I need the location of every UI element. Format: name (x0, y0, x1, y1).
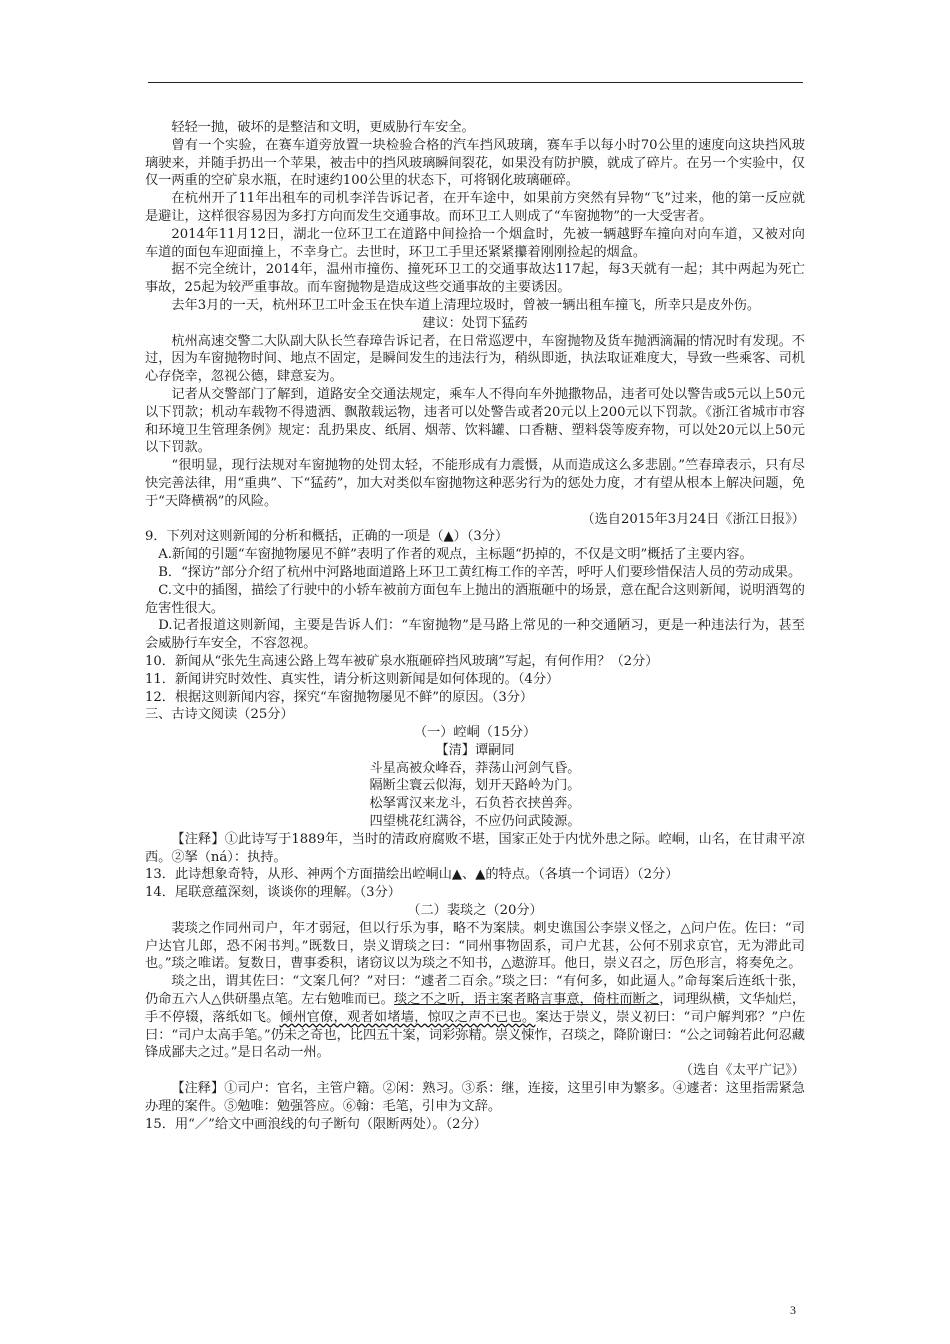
news-paragraph: 去年3月的一天，杭州环卫工叶金玉在快车道上清理垃圾时，曾被一辆出租车撞飞，所幸只是皮外伤。 (171, 297, 761, 313)
prose-text: 案达于崇义，崇义初曰：“司户解判邪？”户佐曰：“司户太高手笔。”仍未之奇也，比四五十案，词彩弥精。崇义悚怍，召琰之，降阶谢曰：“公之词翰若此何忍藏锋成鄙夫之过。”是日名动一州。 (145, 1009, 806, 1061)
question-11: 11．新闻讲究时效性、真实性，请分析这则新闻是如何体现的。（4分） (145, 671, 560, 687)
poem-line: 斗星高被众峰吞，莽荡山河剑气昏。 (369, 760, 581, 776)
option-b: B．“探访”部分介绍了杭州中河路地面道路上环卫工黄红梅工作的辛苦，呼吁人们要珍惜保洁人员的劳动成果。 (158, 564, 802, 580)
part-three-heading: 三、古诗文阅读（25分） (145, 707, 294, 723)
news-paragraph: 在杭州开了11年出租车的司机李洋告诉记者，在开车途中，如果前方突然有异物“飞”过来，他的第一反应就是避让，这样很容易因为多打方向而发生交通事故。而环卫工人则成了“车窗抛物”的一大受害者。 (145, 191, 805, 224)
news-paragraph: 曾有一个实验，在赛车道旁放置一块检验合格的汽车挡风玻璃，赛车手以每小时70公里的速度向这块挡风玻璃驶来，并随手扔出一个苹果，被击中的挡风玻璃瞬间裂花，如果没有防护膜，就成了碎片。在另一个实验中，仅仅一两重的空矿泉水瓶，在时速约100公里的状态下，可将钢化玻璃砸碎。 (145, 137, 805, 189)
section-heading: 建议：处罚下猛药 (422, 315, 528, 331)
question-10: 10．新闻从“张先生高速公路上驾车被矿泉水瓶砸碎挡风玻璃”写起，有何作用？（2分） (145, 653, 659, 669)
poem-line: 四望桃花红满谷，不应仍问武陵源。 (369, 814, 581, 830)
question-15: 15．用“／”给文中画浪线的句子断句（限断两处）。（2分） (145, 1116, 487, 1132)
prose-source: （选自《太平广记》） (679, 1063, 805, 1079)
underlined-sentence: 琰之不之听，语主案者略言事意，倚柱而断之 (393, 992, 660, 1008)
news-source: （选自2015年3月24日《浙江日报》） (581, 511, 805, 527)
page-content (145, 119, 805, 1133)
news-paragraph: “很明显，现行法规对车窗抛物的处罚太轻，不能形成有力震慑，从而造成这么多悲剧。”竺春璋表示，只有尽快完善法律，用“重典”、下“猛药”，加大对类似车窗抛物这种恶劣行为的惩处力度，才有望从根本上解决问题，免于“天降横祸”的风险。 (145, 458, 805, 509)
prose-text: 琰之出，谓其佐曰：“文案几何？”对曰：“遽者二百余。”琰之曰：“有何多，如此逼人。”命每案后连纸十张，仍命五六人△供研墨点笔。左右勉唯而已。 (145, 974, 805, 1008)
prose-title: （二）裴琰之（20分） (407, 903, 543, 919)
option-d: D.记者报道这则新闻，主要是告诉人们：“车窗抛物”是马路上常见的一种交通陋习，更是一种违法行为，甚至会威胁行车安全，不容忽视。 (145, 618, 805, 652)
news-paragraph: 记者从交警部门了解到，道路安全交通法规定，乘车人不得向车外抛撒物品，违者可处以警告或5元以上50元以下罚款；机动车载物不得遗洒、飘散载运物，违者可以处警告或者20元以上200元以下罚款。《浙江省城市市容和环境卫生管理条例》规定：乱扔果皮、纸屑、烟蒂、饮料罐、口香糖、塑料袋等废弃物，可以处20元以上50元以下罚款。 (145, 386, 805, 456)
header-rule (148, 82, 803, 83)
news-paragraph: 杭州高速交警二大队副大队长竺春璋告诉记者，在日常巡逻中，车窗抛物及货车抛洒滴漏的情况时有发现。不过，因为车窗抛物时间、地点不固定，是瞬间发生的违法行为，稍纵即逝，执法取证难度大，导致一些乘客、司机心存侥幸，忽视公德，肆意妄为。 (145, 333, 805, 385)
prose-paragraph: 裴琰之作同州司户，年才弱冠，但以行乐为事，略不为案牍。刺史谯国公李崇义怪之，△问户佐。佐曰：“司户达官儿郎，恐不闲书判。”既数日，崇义谓琰之曰：“同州事物固系，司户尤甚，公何不别求京官，无为滞此司也。”琰之唯诺。复数日，曹事委积，诸窃议以为琰之不知书，△遨游耳。他日，崇义召之，厉色形言，将奏免之。 (145, 920, 805, 972)
news-paragraph: 2014年11月12日，湖北一位环卫工在道路中间捡拾一个烟盒时，先被一辆越野车撞向对向车道，又被对向车道的面包车迎面撞上，不幸身亡。去世时，环卫工手里还紧紧攥着刚刚捡起的烟盒。 (145, 226, 805, 260)
poem-note: 【注释】①此诗写于1889年，当时的清政府腐败不堪，国家正处于内忧外患之际。崆峒，山名，在甘肃平凉西。②拏（ná）：执持。 (145, 831, 805, 865)
option-c: C.文中的插图，描绘了行驶中的小轿车被前方面包车上抛出的酒瓶砸中的场景，意在配合这则新闻，说明酒驾的危害性很大。 (145, 582, 805, 616)
news-paragraph: 轻轻一抛，破坏的是整洁和文明，更威胁行车安全。 (171, 120, 475, 135)
option-a: A.新闻的引题“车窗抛物屡见不鲜”表明了作者的观点，主标题“扔掉的，不仅是文明”概括了主要内容。 (158, 547, 753, 563)
question-13: 13．此诗想象奇特，从形、神两个方面描绘出崆峒山▲、▲的特点。（各填一个词语）（2分） (145, 867, 679, 883)
poem-line: 松拏霄汉来龙斗，石负苔衣挟兽奔。 (369, 796, 581, 812)
question-14: 14．尾联意蕴深刻，谈谈你的理解。（3分） (145, 885, 401, 901)
news-paragraph: 据不完全统计，2014年，温州市撞伤、撞死环卫工的交通事故达117起，每3天就有一起；其中两起为死亡事故，25起为较严重事故。而车窗抛物是造成这些交通事故的主要诱因。 (145, 262, 805, 296)
question-9: 9．下列对这则新闻的分析和概括，正确的一项是（▲）（3分） (145, 529, 509, 545)
question-12: 12．根据这则新闻内容，探究“车窗抛物屡见不鲜”的原因。（3分） (145, 689, 534, 705)
poem-title: （一）崆峒（15分） (413, 725, 537, 741)
poem-author: 【清】谭嗣同 (435, 742, 515, 758)
prose-paragraph (145, 973, 805, 1062)
prose-text: ，词理纵横，文华灿烂，手不停辍，落纸如飞。 (145, 992, 806, 1025)
poem-line: 隔断尘寰云似海，划开天路岭为门。 (369, 778, 581, 794)
prose-note: 【注释】①司户：官名，主管户籍。②闲：熟习。③系：继，连接，这里引申为繁多。④遽者：这里指需紧急办理的案件。⑤勉唯：勉强答应。⑥翰：毛笔，引申为文辞。 (145, 1081, 805, 1114)
wavy-underlined-sentence: 倾州官僚，观者如堵墙，惊叹之声不已也。 (279, 1009, 536, 1025)
page-number: 3 (790, 1303, 796, 1317)
